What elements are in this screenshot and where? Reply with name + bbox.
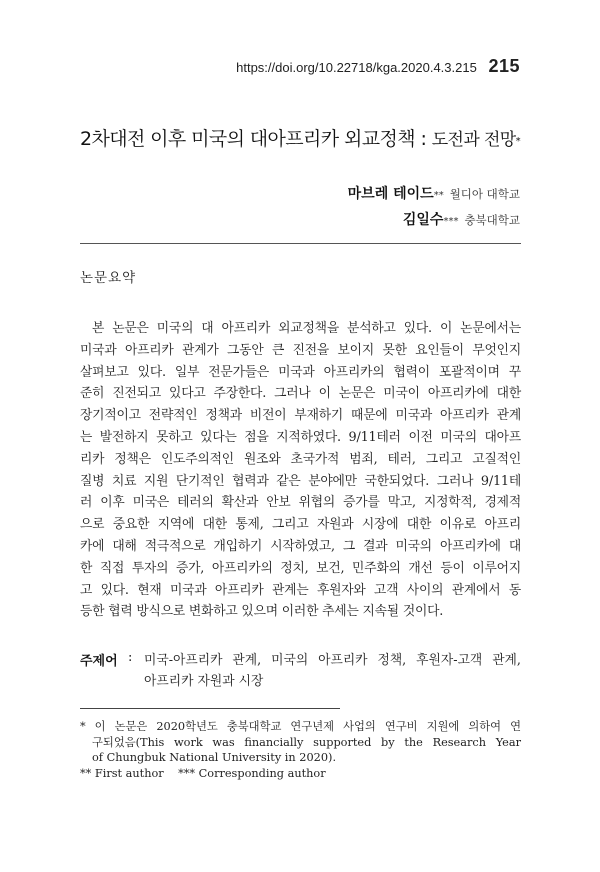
- doi-link[interactable]: https://doi.org/10.22718/kga.2020.4.3.215: [236, 60, 477, 75]
- abstract-line: 질병 치료 지원 단기적인 협력과 같은 분야에만 국한되었다. 그러나 9/11테: [80, 473, 521, 489]
- title-footnote-mark: *: [515, 136, 521, 147]
- abstract-line: 한 직접 투자의 증가, 아프리카의 정치, 보건, 민주화의 개선 등이 이루어지: [80, 560, 521, 576]
- abstract-line: 러 이후 미국은 테러의 확산과 안보 위협의 증가를 막고, 지정학적, 경제적: [80, 495, 521, 511]
- abstract-line: 살펴보고 있다. 일부 전문가들은 미국과 아프리카의 협력이 포괄적이며 꾸: [80, 364, 521, 380]
- keywords-label: 주제어: [80, 654, 118, 669]
- footnote-first-author: First author: [94, 766, 164, 780]
- keywords-colon: :: [128, 650, 133, 665]
- title-subtitle: 도전과 전망: [431, 130, 516, 150]
- author-name: 김일수: [402, 212, 444, 228]
- header-divider: [80, 243, 521, 244]
- footnotes: [80, 719, 521, 781]
- footnote-corresponding-author: Corresponding author: [198, 766, 326, 780]
- footnote-mark: **: [80, 766, 92, 780]
- abstract-line: 으로 중요한 지역에 대한 통제, 그리고 자원과 시장에 대한 이유로 아프리: [80, 517, 521, 533]
- author-1: [348, 183, 520, 203]
- author-mark: **: [433, 190, 444, 201]
- title-main: 2차대전 이후 미국의 대아프리카 외교정책 :: [79, 128, 427, 150]
- page-number: 215: [488, 56, 520, 76]
- abstract-body: [80, 318, 521, 623]
- paper-title: [0, 124, 600, 151]
- footnote-divider: [80, 708, 340, 709]
- abstract-line: 리카 정책은 인도주의적인 원조와 초국가적 범죄, 테러, 그리고 고질적인: [80, 451, 521, 467]
- abstract-heading: 논문요약: [80, 270, 137, 286]
- abstract-line: 고 있다. 현재 미국과 아프리카 관계는 후원자와 고객 사이의 관계에서 동: [80, 582, 521, 598]
- keywords-line: 아프리카 자원과 시장: [144, 674, 264, 689]
- keywords-list: [144, 650, 521, 692]
- footnote-authors: [80, 766, 521, 782]
- abstract-line: 준히 진전되고 있다고 주장한다. 그러나 이 논문은 미국이 아프리카에 대한: [80, 386, 521, 402]
- author-affiliation: 충북대학교: [464, 213, 520, 227]
- abstract-line: 카에 대해 적극적으로 개입하기 시작하였고, 그 결과 미국의 아프리카에 대: [80, 538, 521, 554]
- abstract-line: 본 논문은 미국의 대 아프리카 외교정책을 분석하고 있다. 이 논문에서는: [92, 321, 521, 336]
- author-2: [403, 209, 520, 229]
- abstract-line: 는 발전하지 못하고 있다는 점을 지적하였다. 9/11테러 이전 미국의 대아프: [80, 429, 521, 445]
- author-mark: ***: [443, 216, 459, 227]
- footnote-mark: ***: [178, 766, 196, 780]
- footnote-line: * 이 논문은 2020학년도 충북대학교 연구년제 사업의 연구비 지원에 의하여 연: [80, 720, 521, 733]
- abstract-line: 미국과 아프리카 관계가 그동안 큰 진전을 보이지 못한 요인들이 무엇인지: [80, 342, 521, 358]
- running-header: [236, 56, 520, 77]
- footnote-funding: [80, 719, 521, 766]
- keywords-line: 미국-아프리카 관계, 미국의 아프리카 정책, 후원자-고객 관계,: [144, 653, 521, 668]
- abstract-line: 장기적이고 전략적인 정책과 비전이 부재하기 때문에 미국과 아프리카 관계: [80, 408, 521, 424]
- footnote-line: 구되었음(This work was financially supported by the Research Year: [92, 735, 521, 749]
- footnote-line: of Chungbuk National University in 2020).: [92, 751, 337, 765]
- abstract-line: 등한 협력 방식으로 변화하고 있으며 이러한 추세는 지속될 것이다.: [80, 604, 444, 620]
- author-name: 마브레 테이드: [347, 186, 434, 202]
- author-affiliation: 월디아 대학교: [449, 187, 520, 201]
